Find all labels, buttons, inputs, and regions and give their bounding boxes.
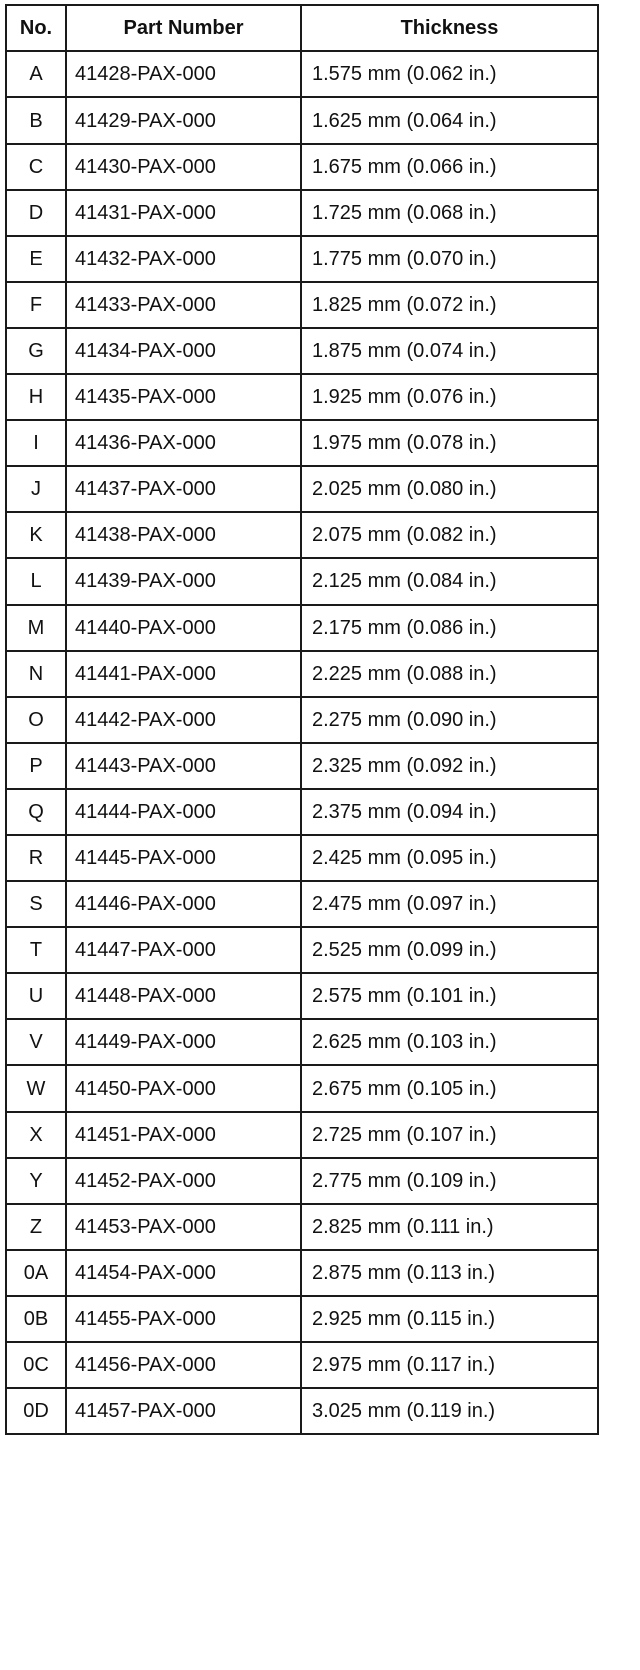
cell-thickness: 2.075 mm (0.082 in.) <box>301 512 598 558</box>
cell-thickness: 2.025 mm (0.080 in.) <box>301 466 598 512</box>
table-row <box>6 743 598 789</box>
cell-no: E <box>6 236 66 282</box>
table-row <box>6 512 598 558</box>
cell-no: 0B <box>6 1296 66 1342</box>
table-row <box>6 835 598 881</box>
cell-thickness: 2.225 mm (0.088 in.) <box>301 651 598 697</box>
table-row <box>6 374 598 420</box>
cell-part-number: 41456-PAX-000 <box>66 1342 301 1388</box>
cell-thickness: 2.425 mm (0.095 in.) <box>301 835 598 881</box>
cell-thickness: 2.525 mm (0.099 in.) <box>301 927 598 973</box>
cell-no: J <box>6 466 66 512</box>
cell-thickness: 2.925 mm (0.115 in.) <box>301 1296 598 1342</box>
cell-part-number: 41442-PAX-000 <box>66 697 301 743</box>
cell-part-number: 41445-PAX-000 <box>66 835 301 881</box>
cell-part-number: 41431-PAX-000 <box>66 190 301 236</box>
cell-part-number: 41429-PAX-000 <box>66 97 301 143</box>
cell-part-number: 41432-PAX-000 <box>66 236 301 282</box>
table-row <box>6 1112 598 1158</box>
cell-no: R <box>6 835 66 881</box>
cell-part-number: 41430-PAX-000 <box>66 144 301 190</box>
table-row <box>6 927 598 973</box>
cell-part-number: 41433-PAX-000 <box>66 282 301 328</box>
cell-thickness: 1.575 mm (0.062 in.) <box>301 51 598 97</box>
cell-thickness: 1.775 mm (0.070 in.) <box>301 236 598 282</box>
cell-thickness: 2.725 mm (0.107 in.) <box>301 1112 598 1158</box>
cell-thickness: 2.475 mm (0.097 in.) <box>301 881 598 927</box>
table-row <box>6 881 598 927</box>
cell-thickness: 2.575 mm (0.101 in.) <box>301 973 598 1019</box>
cell-part-number: 41453-PAX-000 <box>66 1204 301 1250</box>
cell-no: Y <box>6 1158 66 1204</box>
cell-thickness: 2.875 mm (0.113 in.) <box>301 1250 598 1296</box>
cell-thickness: 2.125 mm (0.084 in.) <box>301 558 598 604</box>
cell-thickness: 2.775 mm (0.109 in.) <box>301 1158 598 1204</box>
table-body <box>6 51 598 1434</box>
cell-part-number: 41439-PAX-000 <box>66 558 301 604</box>
cell-thickness: 1.925 mm (0.076 in.) <box>301 374 598 420</box>
cell-thickness: 1.975 mm (0.078 in.) <box>301 420 598 466</box>
header-thickness: Thickness <box>301 5 598 51</box>
cell-no: K <box>6 512 66 558</box>
cell-part-number: 41435-PAX-000 <box>66 374 301 420</box>
table-row <box>6 1065 598 1111</box>
table-row <box>6 282 598 328</box>
cell-no: I <box>6 420 66 466</box>
cell-no: T <box>6 927 66 973</box>
cell-no: A <box>6 51 66 97</box>
cell-part-number: 41451-PAX-000 <box>66 1112 301 1158</box>
table-row <box>6 1388 598 1434</box>
cell-thickness: 1.625 mm (0.064 in.) <box>301 97 598 143</box>
cell-part-number: 41437-PAX-000 <box>66 466 301 512</box>
cell-no: P <box>6 743 66 789</box>
cell-part-number: 41454-PAX-000 <box>66 1250 301 1296</box>
header-no: No. <box>6 5 66 51</box>
cell-thickness: 2.325 mm (0.092 in.) <box>301 743 598 789</box>
table-row <box>6 420 598 466</box>
cell-thickness: 1.875 mm (0.074 in.) <box>301 328 598 374</box>
cell-part-number: 41452-PAX-000 <box>66 1158 301 1204</box>
cell-thickness: 1.725 mm (0.068 in.) <box>301 190 598 236</box>
cell-no: C <box>6 144 66 190</box>
table-row <box>6 1296 598 1342</box>
cell-part-number: 41440-PAX-000 <box>66 605 301 651</box>
table-row <box>6 51 598 97</box>
cell-no: G <box>6 328 66 374</box>
cell-thickness: 2.825 mm (0.111 in.) <box>301 1204 598 1250</box>
table-row <box>6 236 598 282</box>
cell-no: O <box>6 697 66 743</box>
cell-part-number: 41444-PAX-000 <box>66 789 301 835</box>
table-header <box>6 5 598 51</box>
cell-no: Q <box>6 789 66 835</box>
table-row <box>6 1250 598 1296</box>
cell-no: L <box>6 558 66 604</box>
cell-part-number: 41438-PAX-000 <box>66 512 301 558</box>
cell-no: B <box>6 97 66 143</box>
table-row <box>6 697 598 743</box>
table-row <box>6 1158 598 1204</box>
cell-part-number: 41434-PAX-000 <box>66 328 301 374</box>
table-row <box>6 1204 598 1250</box>
cell-thickness: 2.975 mm (0.117 in.) <box>301 1342 598 1388</box>
table-row <box>6 1342 598 1388</box>
cell-part-number: 41446-PAX-000 <box>66 881 301 927</box>
cell-no: 0A <box>6 1250 66 1296</box>
shim-thickness-table <box>5 4 599 1435</box>
cell-no: M <box>6 605 66 651</box>
cell-part-number: 41441-PAX-000 <box>66 651 301 697</box>
table-row <box>6 328 598 374</box>
cell-no: H <box>6 374 66 420</box>
cell-part-number: 41450-PAX-000 <box>66 1065 301 1111</box>
cell-no: V <box>6 1019 66 1065</box>
cell-no: S <box>6 881 66 927</box>
cell-part-number: 41443-PAX-000 <box>66 743 301 789</box>
cell-thickness: 2.625 mm (0.103 in.) <box>301 1019 598 1065</box>
cell-thickness: 2.675 mm (0.105 in.) <box>301 1065 598 1111</box>
cell-no: U <box>6 973 66 1019</box>
table-row <box>6 789 598 835</box>
cell-no: W <box>6 1065 66 1111</box>
cell-no: F <box>6 282 66 328</box>
cell-no: Z <box>6 1204 66 1250</box>
table-row <box>6 466 598 512</box>
cell-thickness: 2.175 mm (0.086 in.) <box>301 605 598 651</box>
cell-no: N <box>6 651 66 697</box>
cell-no: D <box>6 190 66 236</box>
cell-thickness: 2.375 mm (0.094 in.) <box>301 789 598 835</box>
cell-part-number: 41449-PAX-000 <box>66 1019 301 1065</box>
cell-thickness: 3.025 mm (0.119 in.) <box>301 1388 598 1434</box>
table-row <box>6 651 598 697</box>
cell-part-number: 41436-PAX-000 <box>66 420 301 466</box>
cell-part-number: 41447-PAX-000 <box>66 927 301 973</box>
table-row <box>6 605 598 651</box>
table-row <box>6 97 598 143</box>
table-row <box>6 558 598 604</box>
table-row <box>6 144 598 190</box>
cell-part-number: 41428-PAX-000 <box>66 51 301 97</box>
cell-no: 0D <box>6 1388 66 1434</box>
cell-thickness: 1.825 mm (0.072 in.) <box>301 282 598 328</box>
cell-thickness: 1.675 mm (0.066 in.) <box>301 144 598 190</box>
header-row <box>6 5 598 51</box>
cell-no: 0C <box>6 1342 66 1388</box>
cell-part-number: 41457-PAX-000 <box>66 1388 301 1434</box>
cell-part-number: 41448-PAX-000 <box>66 973 301 1019</box>
cell-thickness: 2.275 mm (0.090 in.) <box>301 697 598 743</box>
table-row <box>6 973 598 1019</box>
table-row <box>6 1019 598 1065</box>
cell-part-number: 41455-PAX-000 <box>66 1296 301 1342</box>
cell-no: X <box>6 1112 66 1158</box>
header-part-number: Part Number <box>66 5 301 51</box>
table-row <box>6 190 598 236</box>
